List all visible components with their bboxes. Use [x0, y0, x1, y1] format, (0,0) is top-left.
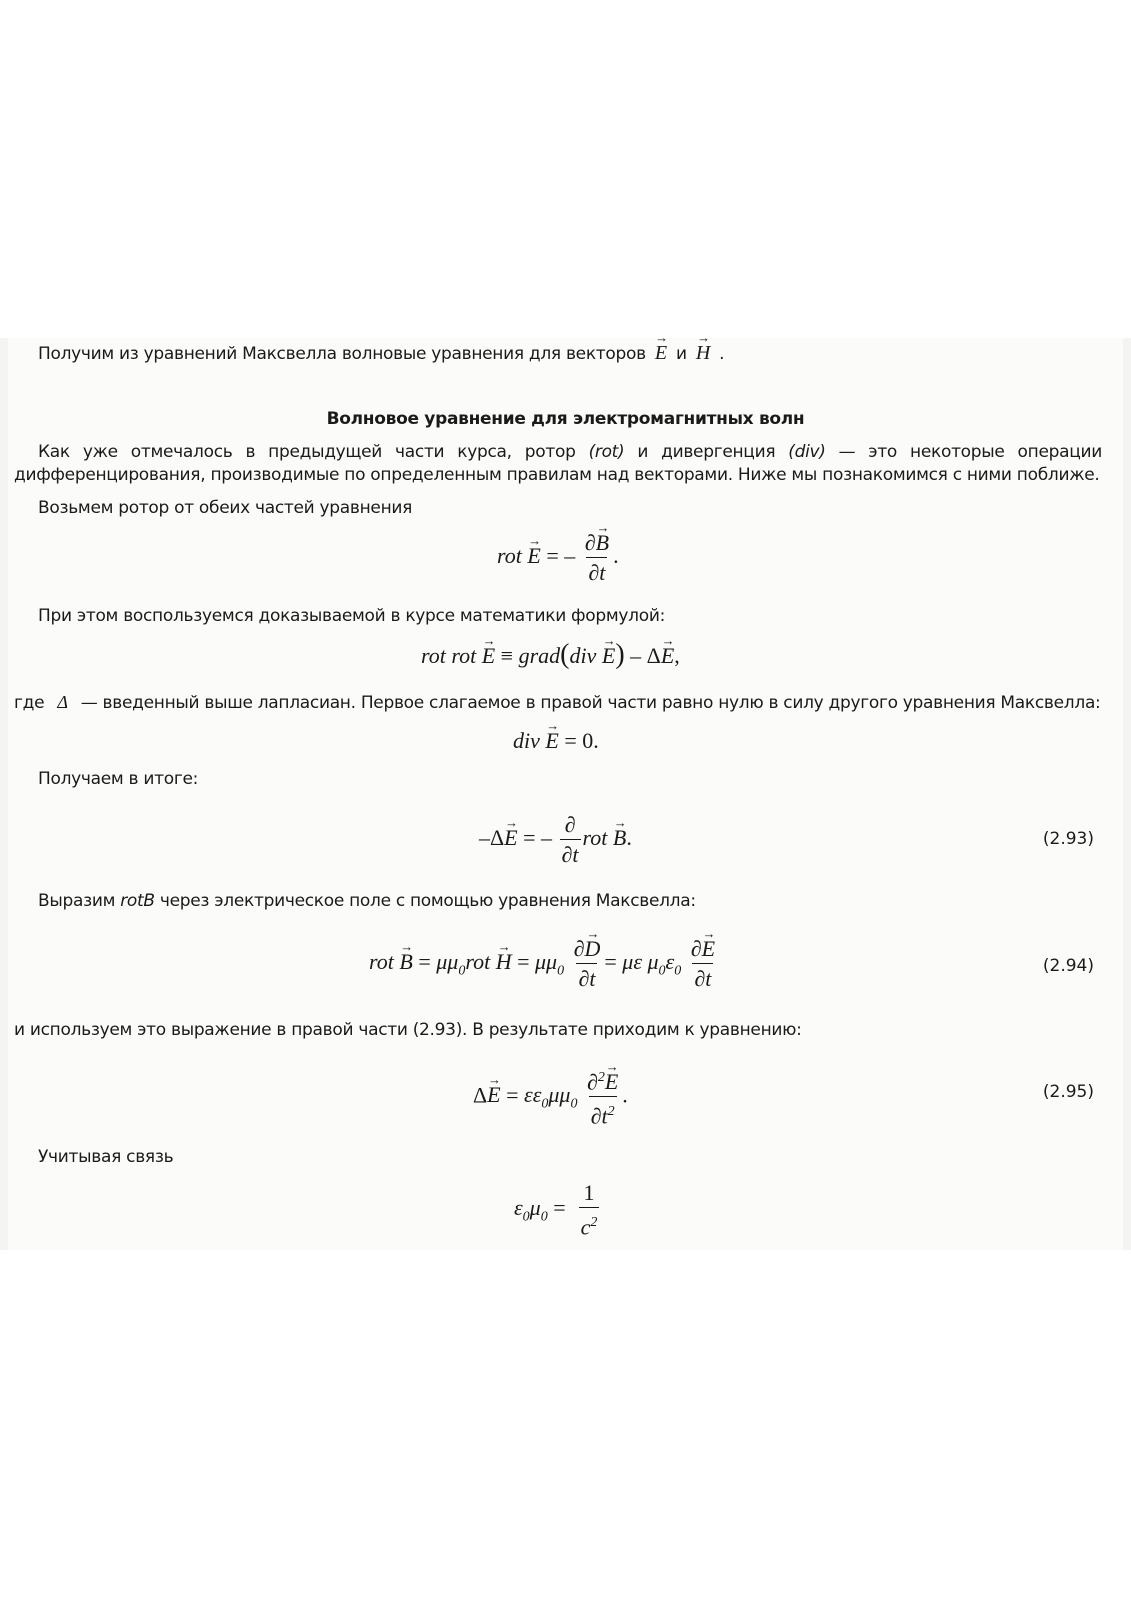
- equation-rot-E: rot → E = – $\frac{\partial\to B}{\partial t}$ .: [497, 530, 619, 586]
- paragraph-considering-relation: Учитывая связь: [38, 1147, 174, 1167]
- equation-number-2-95: (2.95): [1042, 1082, 1094, 1102]
- p5-where: где: [14, 693, 45, 713]
- paragraph-rot-div-line2: дифференцирования, производимые по определенным правилам над векторами. Ниже мы познакомимся с ними поближе.: [14, 465, 1100, 485]
- paragraph-take-rotor: Возьмем ротор от обеих частей уравнения: [38, 498, 413, 518]
- paragraph-formula-intro: При этом воспользуемся доказываемой в курсе математики формулой:: [38, 606, 666, 626]
- equation-rot-rot-identity: rot rot → E ≡ grad(div → E) – Δ→ E,: [421, 642, 680, 669]
- equation-eps0-mu0: $\varepsilon_0\mu_0$ = $\frac{1}{c^2}$: [514, 1180, 598, 1240]
- paragraph-express-rotB: [38, 890, 696, 912]
- intro-paragraph: Получим из уравнений Максвелла волновые уравнения для векторов → E и → H .: [38, 340, 724, 366]
- p2-text-a: Как уже отмечалось в предыдущей части курса, ротор: [38, 442, 576, 462]
- p2-text-b: и дивергенция: [637, 442, 776, 462]
- paragraph-result: Получаем в итоге:: [38, 769, 199, 789]
- intro-and: и: [675, 344, 687, 364]
- equation-2-93: –Δ→ E = – $\frac{\partial}{\partial t}$ rot → B.: [479, 812, 632, 868]
- p7-text-a: Выразим: [38, 891, 116, 911]
- p7-rotB: rotB: [120, 891, 155, 911]
- paragraph-use-expression: и используем это выражение в правой части (2.93). В результате приходим к уравнению:: [14, 1020, 802, 1040]
- laplacian-symbol: Δ: [57, 692, 68, 712]
- paragraph-laplacian: [14, 691, 1101, 714]
- paragraph-rot-div-line1: [38, 441, 1102, 463]
- p5-text: — введенный выше лапласиан. Первое слагаемое в правой части равно нулю в силу другого уравнения Максвелла:: [80, 693, 1101, 713]
- equation-2-95: $\Delta\to E = \varepsilon\varepsilon_0\mu\mu_0$ $\frac{\partial^2\to E}{\partial t^2}$ .: [473, 1065, 628, 1130]
- equation-number-2-93: (2.93): [1042, 829, 1094, 849]
- intro-text: Получим из уравнений Максвелла волновые уравнения для векторов: [38, 344, 646, 364]
- p2-div: (div): [788, 442, 826, 462]
- vector-H-symbol: → H: [696, 342, 710, 364]
- vector-E-symbol: → E: [655, 342, 667, 364]
- p7-text-b: через электрическое поле с помощью уравнения Максвелла:: [159, 891, 696, 911]
- equation-number-2-94: (2.94): [1042, 956, 1094, 976]
- section-heading: Волновое уравнение для электромагнитных волн: [326, 409, 805, 429]
- p2-text-c: — это некоторые операции: [838, 442, 1102, 462]
- equation-2-94: rot → $B = \mu\mu_0rot \to H = \mu\mu_0$ $\frac{\partial\to D}{\partial t}$ = με $\mu_0\varepsilon_0$ $\frac{\partial\to E}{\partial t}$: [369, 936, 719, 992]
- p2-rot: (rot): [588, 442, 625, 462]
- equation-div-E-zero: div → E = 0.: [513, 728, 599, 754]
